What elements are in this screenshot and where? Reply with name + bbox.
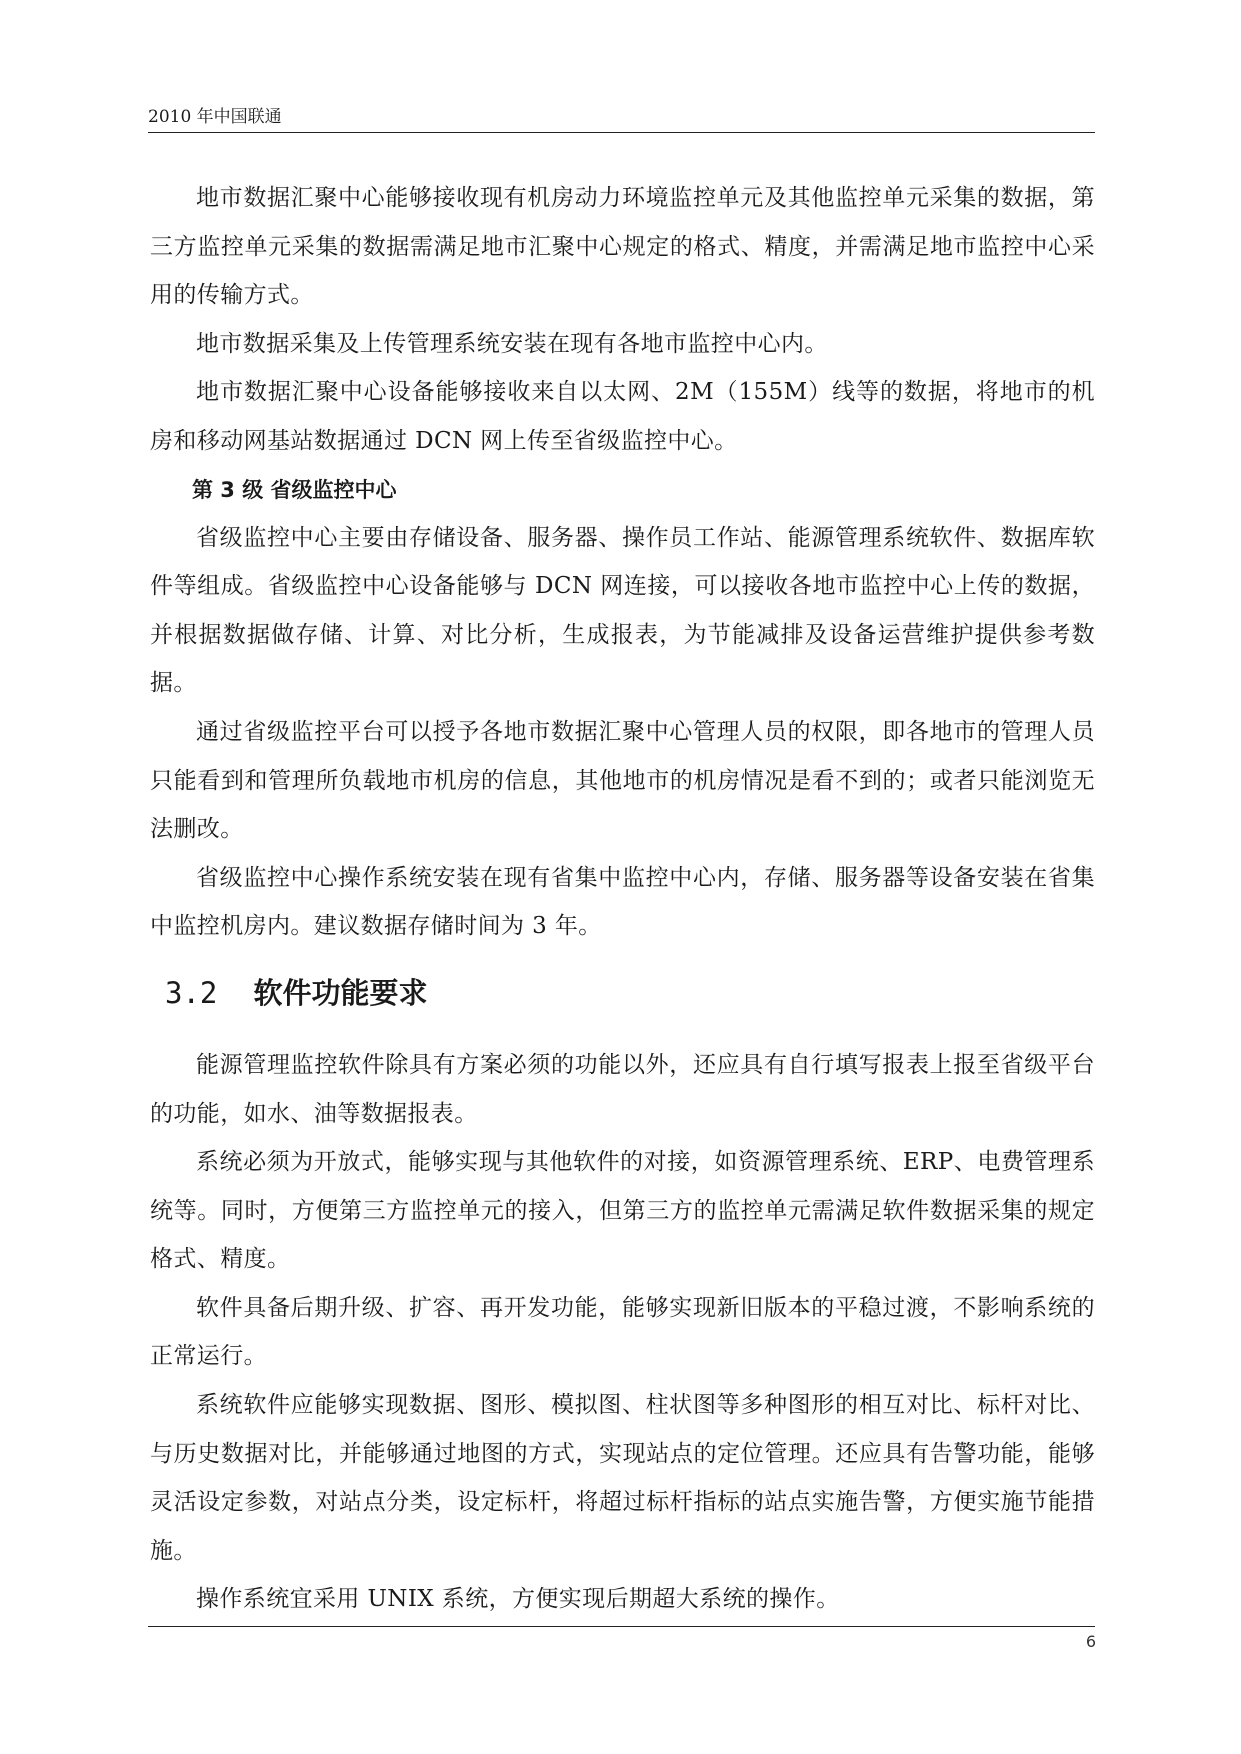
document-body	[150, 174, 1095, 1624]
paragraph: 通过省级监控平台可以授予各地市数据汇聚中心管理人员的权限，即各地市的管理人员只能看到和管理所负载地市机房的信息，其他地市的机房情况是看不到的；或者只能浏览无法删改。	[150, 718, 1095, 843]
paragraph: 系统软件应能够实现数据、图形、模拟图、柱状图等多种图形的相互对比、标杆对比、与历史数据对比，并能够通过地图的方式，实现站点的定位管理。还应具有告警功能，能够灵活设定参数，对站点分类，设定标杆，将超过标杆指标的站点实施告警，方便实施节能措施。	[150, 1392, 1095, 1564]
paragraph: 省级监控中心主要由存储设备、服务器、操作员工作站、能源管理系统软件、数据库软件等组成。省级监控中心设备能够与 DCN 网连接，可以接收各地市监控中心上传的数据，并根据数据做存储、计算、对比分析，生成报表，为节能减排及设备运营维护提供参考数据。	[150, 524, 1095, 697]
paragraph: 地市数据汇聚中心能够接收现有机房动力环境监控单元及其他监控单元采集的数据，第三方监控单元采集的数据需满足地市汇聚中心规定的格式、精度，并需满足地市监控中心采用的传输方式。	[150, 185, 1095, 309]
section-title: 软件功能要求	[253, 975, 428, 1010]
paragraph: 省级监控中心操作系统安装在现有省集中监控中心内，存储、服务器等设备安装在省集中监控机房内。建议数据存储时间为 3 年。	[150, 864, 1095, 940]
section-number: 3.2	[165, 975, 218, 1010]
page-number: 6	[1085, 1632, 1096, 1651]
header-title: 2010 年中国联通	[148, 107, 282, 127]
paragraph: 能源管理监控软件除具有方案必须的功能以外，还应具有自行填写报表上报至省级平台的功能，如水、油等数据报表。	[150, 1051, 1095, 1127]
subheading: 第 3 级 省级监控中心	[192, 477, 397, 502]
paragraph: 地市数据采集及上传管理系统安装在现有各地市监控中心内。	[196, 330, 828, 357]
paragraph: 系统必须为开放式，能够实现与其他软件的对接，如资源管理系统、ERP、电费管理系统等。同时，方便第三方监控单元的接入，但第三方的监控单元需满足软件数据采集的规定格式、精度。	[150, 1149, 1095, 1273]
section-heading	[165, 973, 1095, 1013]
paragraph: 地市数据汇聚中心设备能够接收来自以太网、2M（155M）线等的数据，将地市的机房和移动网基站数据通过 DCN 网上传至省级监控中心。	[150, 379, 1095, 454]
page-header	[148, 106, 1095, 133]
footer-divider	[148, 1626, 1095, 1627]
paragraph: 软件具备后期升级、扩容、再开发功能，能够实现新旧版本的平稳过渡，不影响系统的正常运行。	[150, 1294, 1095, 1370]
paragraph: 操作系统宜采用 UNIX 系统，方便实现后期超大系统的操作。	[196, 1586, 840, 1613]
